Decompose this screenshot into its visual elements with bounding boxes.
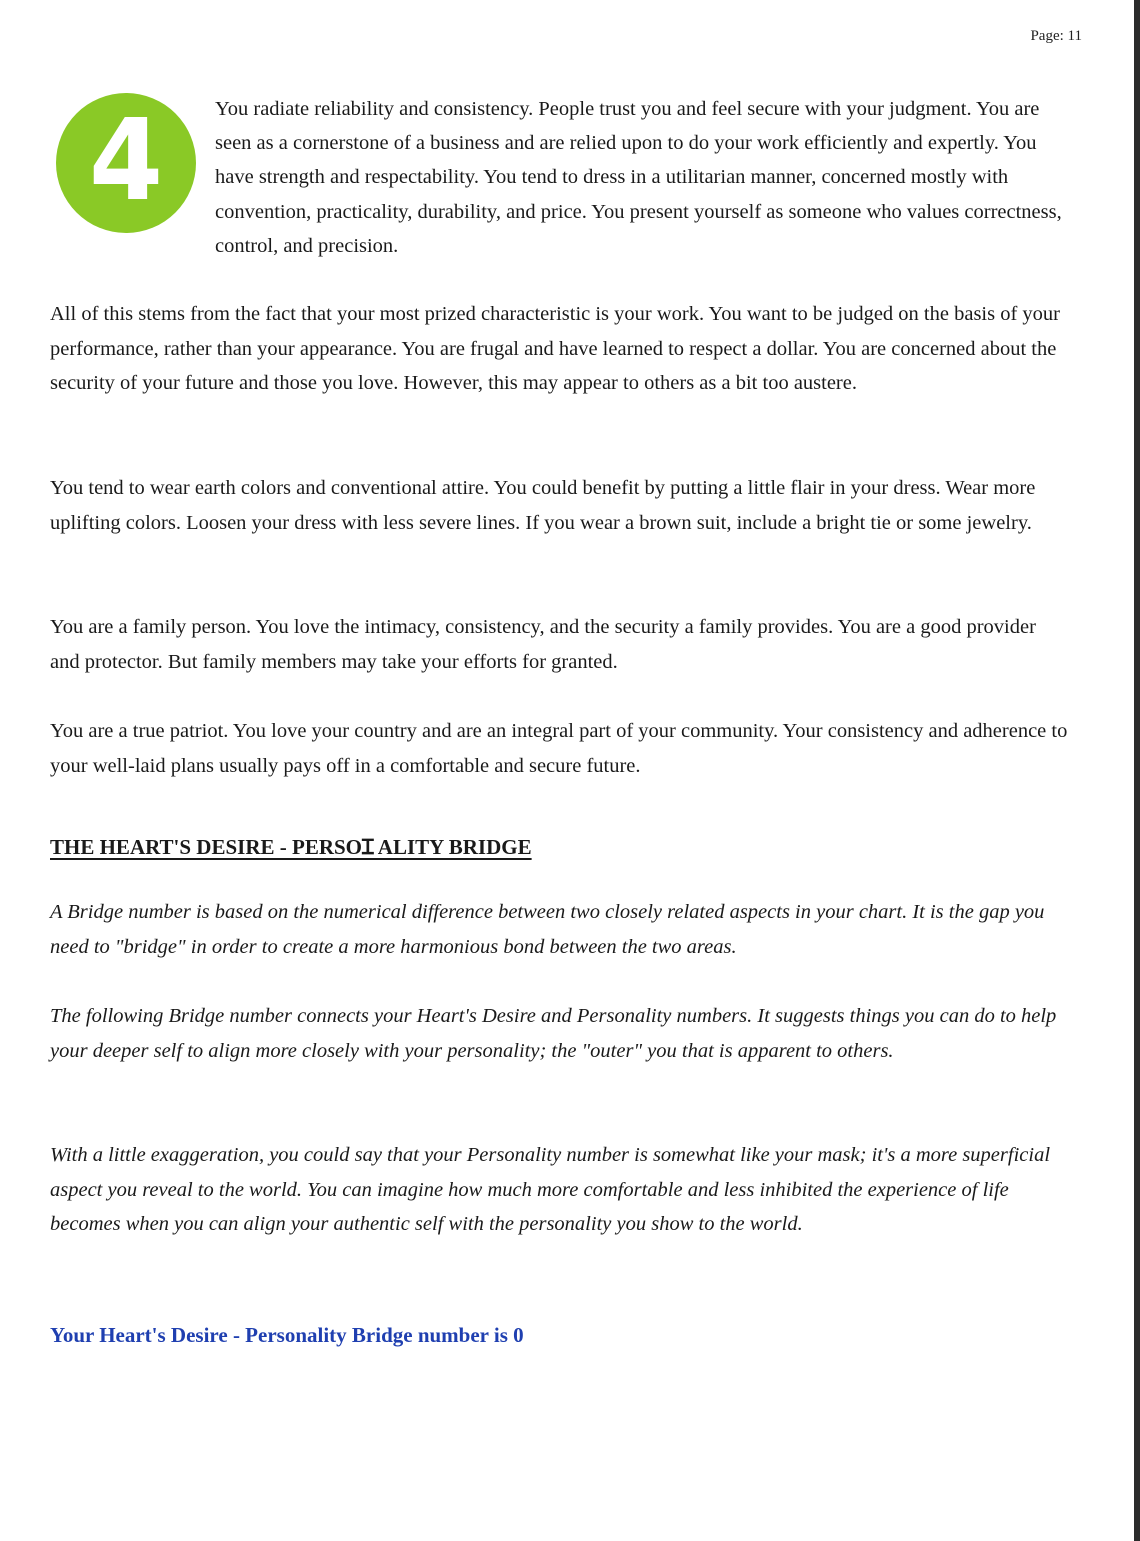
- paragraph-family: You are a family person. You love the intimacy, consistency, and the security a family provides. You are a good provider and protector. But family members may take your efforts for granted.: [50, 616, 1036, 673]
- bridge-connection-paragraph: The following Bridge number connects your Heart's Desire and Personality numbers. It suggests things you can do to help your deeper self to align more closely with your personality; the "outer" you that is apparent to others.: [50, 1005, 1057, 1062]
- badge-numeral: 4: [88, 96, 164, 226]
- page-edge-divider: [1134, 0, 1140, 1541]
- bridge-section-heading: THE HEART'S DESIRE - PERSOꞮ ALITY BRIDGE: [50, 835, 532, 859]
- intro-paragraph: You radiate reliability and consistency. People trust you and feel secure with your judgment. You are seen as a cornerstone of a business and are relied upon to do your work efficiently and expertly. You have strength and respectability. You tend to dress in a utilitarian manner, concerned mostly with convention, practicality, durability, and price. You present yourself as someone who values correctness, control, and precision.: [215, 98, 1062, 257]
- paragraph-work: All of this stems from the fact that your most prized characteristic is your work. You want to be judged on the basis of your performance, rather than your appearance. You are frugal and have learned to respect a dollar. You are concerned about the security of your future and those you love. However, this may appear to others as a bit too austere.: [50, 303, 1060, 394]
- number-four-badge-icon: [56, 93, 196, 233]
- paragraph-attire: You tend to wear earth colors and conventional attire. You could benefit by putting a little flair in your dress. Wear more uplifting colors. Loosen your dress with less severe lines. If you wear a brown suit, include a bright tie or some jewelry.: [50, 477, 1036, 534]
- bridge-mask-paragraph: With a little exaggeration, you could say that your Personality number is somewhat like your mask; it's a more superficial aspect you reveal to the world. You can imagine how much more comfortable and less inhibited the experience of life becomes when you can align your authentic self with the personality you show to the world.: [50, 1144, 1051, 1235]
- bridge-number-result: Your Heart's Desire - Personality Bridge number is 0: [50, 1323, 524, 1347]
- paragraph-patriot: You are a true patriot. You love your country and are an integral part of your community. Your consistency and adherence to your well-laid plans usually pays off in a comfortable and secure future.: [50, 720, 1068, 777]
- page-number: Page: 11: [1030, 28, 1082, 44]
- bridge-definition-paragraph: A Bridge number is based on the numerical difference between two closely related aspects in your chart. It is the gap you need to "bridge" in order to create a more harmonious bond between the two areas.: [50, 901, 1045, 958]
